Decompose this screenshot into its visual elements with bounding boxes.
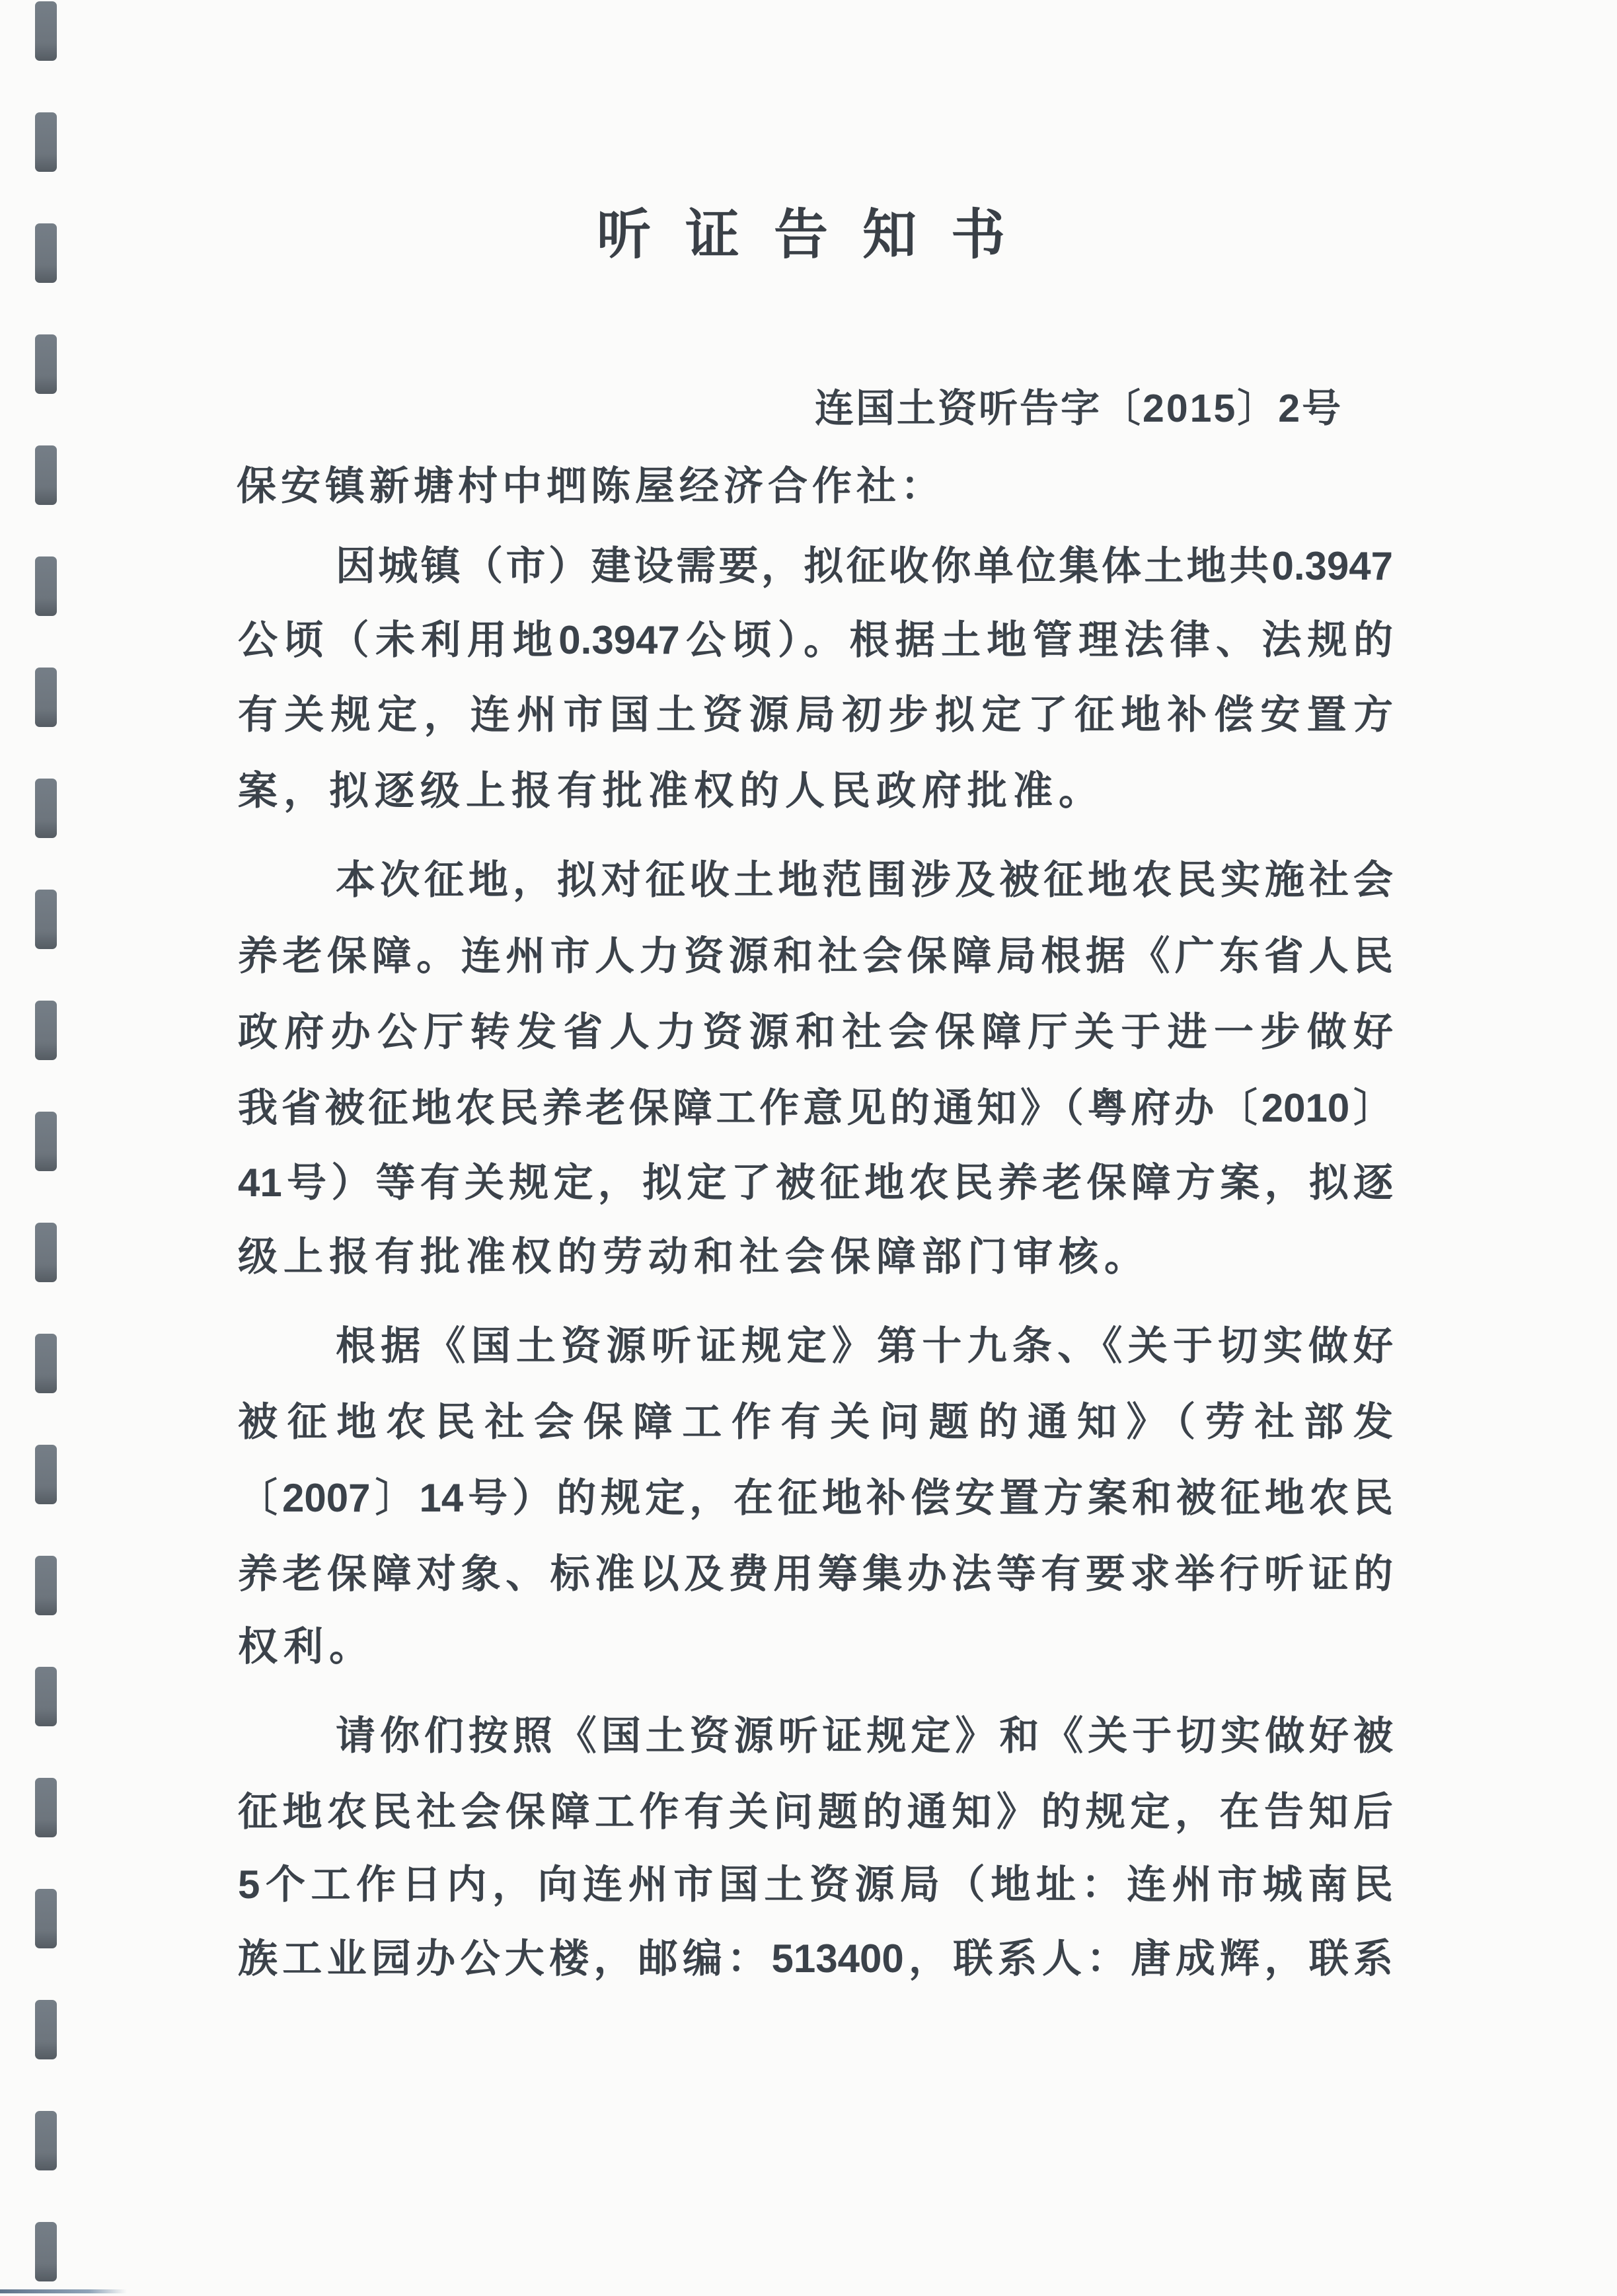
binder-hole-mark (35, 2111, 57, 2170)
binder-hole-mark (35, 1001, 57, 1060)
body-text-line: 级上报有批准权的劳动和社会保障部门审核。 (238, 1235, 1150, 1279)
binder-hole-mark (35, 556, 57, 616)
body-text-line: 养老保障对象、标准以及费用筹集办法等有要求举行听证的 (238, 1552, 1393, 1596)
body-text-line: 案，拟逐级上报有批准权的人民政府批准。 (238, 769, 1104, 813)
body-text-line: 请你们按照《国土资源听证规定》和《关于切实做好被 (336, 1714, 1393, 1758)
binder-hole-mark (35, 2222, 57, 2281)
binder-hole-mark (35, 890, 57, 949)
binder-hole-mark (35, 112, 57, 172)
binder-hole-mark (35, 1445, 57, 1504)
body-text-line: 〔2007〕14号）的规定，在征地补偿安置方案和被征地农民 (238, 1476, 1393, 1520)
binder-hole-mark (35, 1556, 57, 1615)
body-text-line: 被征地农民社会保障工作有关问题的通知》（劳社部发 (238, 1400, 1393, 1444)
binder-hole-mark (35, 1223, 57, 1282)
binder-hole-mark (35, 1889, 57, 1948)
binder-hole-mark (35, 1112, 57, 1171)
binder-hole-mark (35, 779, 57, 838)
binder-hole-mark (35, 445, 57, 505)
body-text-line: 公顷（未利用地0.3947公顷）。根据土地管理法律、法规的 (238, 618, 1393, 662)
body-text-line: 权利。 (238, 1625, 375, 1669)
binder-hole-mark (35, 1, 57, 61)
binder-hole-mark (35, 668, 57, 727)
body-text-line: 本次征地，拟对征收土地范围涉及被征地农民实施社会 (336, 858, 1393, 902)
body-text-line: 族工业园办公大楼，邮编：513400，联系人：唐成辉，联系 (238, 1936, 1393, 1981)
bottom-scan-artifact-line (0, 2289, 127, 2293)
body-text-line: 我省被征地农民养老保障工作意见的通知》（粤府办〔2010〕 (238, 1086, 1393, 1130)
document-title: 听证告知书 (597, 205, 1040, 265)
binder-hole-mark (35, 223, 57, 283)
addressee-line: 保安镇新塘村中垇陈屋经济合作社： (237, 464, 945, 508)
binder-hole-mark (35, 1667, 57, 1726)
body-text-line: 征地农民社会保障工作有关问题的通知》的规定，在告知后 (238, 1790, 1393, 1834)
binder-hole-mark (35, 1778, 57, 1837)
body-text-line: 41号）等有关规定，拟定了被征地农民养老保障方案，拟逐 (238, 1161, 1393, 1205)
document-number: 连国土资听告字〔2015〕2号 (815, 387, 1343, 430)
body-text-line: 因城镇（市）建设需要，拟征收你单位集体土地共0.3947 (336, 544, 1393, 588)
binder-hole-mark (35, 2000, 57, 2059)
binder-hole-mark (35, 1334, 57, 1393)
body-text-line: 有关规定，连州市国土资源局初步拟定了征地补偿安置方 (238, 693, 1393, 737)
body-text-line: 根据《国土资源听证规定》第十九条、《关于切实做好 (336, 1324, 1393, 1368)
body-text-line: 5个工作日内，向连州市国土资源局（地址：连州市城南民 (238, 1862, 1393, 1907)
binder-hole-mark (35, 334, 57, 394)
body-text-line: 养老保障。连州市人力资源和社会保障局根据《广东省人民 (238, 934, 1393, 978)
body-text-line: 政府办公厅转发省人力资源和社会保障厅关于进一步做好 (238, 1010, 1393, 1054)
